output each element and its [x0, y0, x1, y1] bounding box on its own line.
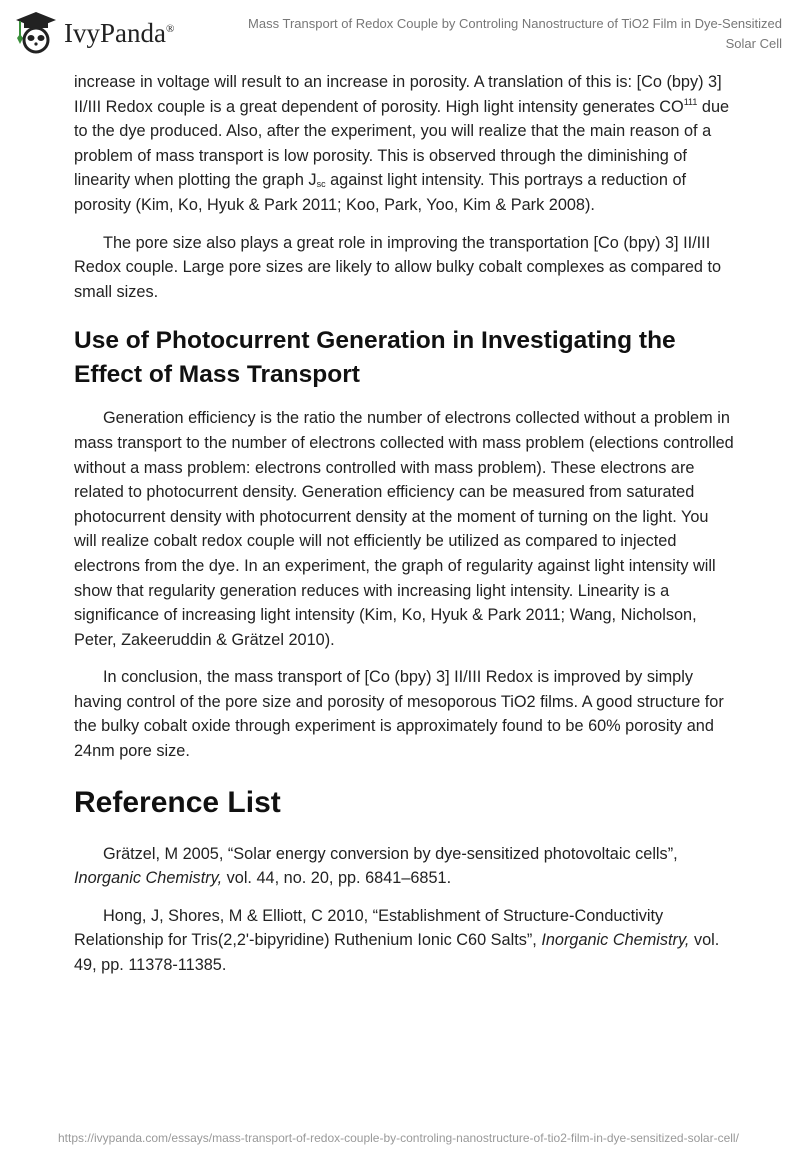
logo-text: IvyPanda® [64, 17, 175, 48]
document-title: Mass Transport of Redox Couple by Controling Nanostructure of TiO2 Film in Dye-Sensitized Solar Cell [248, 16, 782, 51]
footer-url[interactable]: https://ivypanda.com/essays/mass-transport-of-redox-couple-by-controling-nanostructure-of-tio2-film-in-dye-sensitized-solar-cell/ [58, 1131, 739, 1145]
article-body [74, 70, 734, 991]
paragraph: In conclusion, the mass transport of [Co (bpy) 3] II/III Redox is improved by simply having control of the pore size and porosity of mesoporous TiO2 films. A good structure for the bulky cobalt oxide through experiment is approximately found to be 60% porosity and 24nm pore size. [74, 668, 724, 761]
reference-item: Hong, J, Shores, M & Elliott, C 2010, “Establishment of Structure-Conductivity Relationship for Tris(2,2'-bipyridine) Ruthenium Ionic C60 Salts”, Inorganic Chemistry, vol. 49, pp. 11378-11385. [74, 906, 720, 975]
section-heading: Use of Photocurrent Generation in Investigating the Effect of Mass Transport [74, 327, 676, 389]
reference-list-heading: Reference List [74, 785, 281, 819]
paragraph: The pore size also plays a great role in improving the transportation [Co (bpy) 3] II/III Redox couple. Large pore sizes are likely to allow bulky cobalt complexes as compared to small sizes. [74, 233, 722, 301]
panda-logo-icon [12, 8, 58, 54]
paragraph: Generation efficiency is the ratio the number of electrons collected without a problem in mass transport to the number of electrons collected with mass problem (elections controlled without a mass problem: electrons controlled with mass problem). These electrons are related to photocurrent density. Generation efficiency can be measured from saturated photocurrent density with photocurrent density at the moment of turning on the light. You will realize cobalt redox couple will not efficiently be utilized as compared to injected electrons from the dye. In an experiment, the graph of regularity against light intensity will show that regularity generation reduces with increasing light intensity. Linearity is a significance of increasing light intensity (Kim, Ko, Hyuk & Park 2011; Wang, Nicholson, Peter, Zakeeruddin & Grätzel 2010). [74, 409, 734, 649]
paragraph: increase in voltage will result to an increase in porosity. A translation of this is: [Co (bpy) 3] II/III Redox couple is a great dependent of porosity. High light intensity generates CO$^{111}$ due to the dye produced. Also, after the experiment, you will realize that the main reason of a problem of mass transport is low porosity. This is observed through the diminishing of linearity when plotting the graph $J_{sc}$ against light intensity. This portrays a reduction of porosity (Kim, Ko, Hyuk & Park 2011; Koo, Park, Yoo, Kim & Park 2008). [74, 73, 730, 214]
logo[interactable] [12, 8, 174, 54]
reference-item: Grätzel, M 2005, “Solar energy conversion by dye-sensitized photovoltaic cells”, Inorganic Chemistry, vol. 44, no. 20, pp. 6841–6851. [74, 844, 678, 888]
